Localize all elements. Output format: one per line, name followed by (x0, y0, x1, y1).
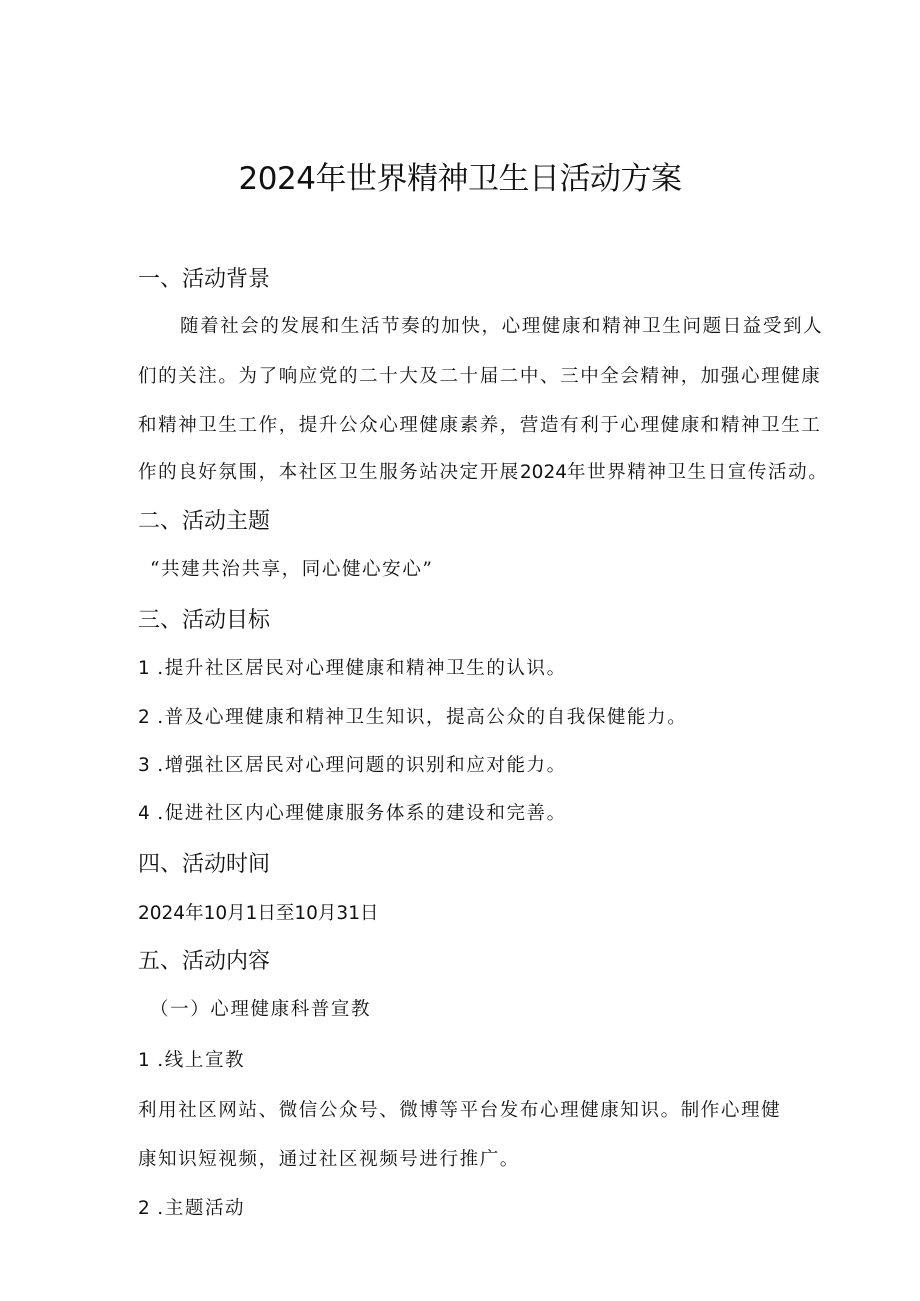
goal-number: 2 (138, 707, 150, 728)
background-line-2: 们的关注。为了响应党的二十大及二十届二中、三中全会精神，加强心理健康 (138, 366, 822, 387)
content-subheading: （一）心理健康科普宣教 (150, 999, 372, 1020)
background-line-1: 随着社会的发展和生活节奏的加快，心理健康和精神卫生问题日益受到人 (180, 316, 824, 337)
section-heading-goals: 三、活动目标 (138, 608, 271, 633)
content-item-1-line-1: 利用社区网站、微信公众号、微博等平台发布心理健康知识。制作心理健 (138, 1100, 782, 1121)
background-line-4-end: 年世界精神卫生日宣传活动。 (567, 462, 829, 483)
theme-text: “共建共治共享，同心健心安心” (150, 559, 434, 580)
document-title: 2024年世界精神卫生日活动方案 (238, 161, 682, 197)
background-line-4 (138, 458, 828, 488)
content-item-1-line-2: 康知识短视频，通过社区视频号进行推广。 (138, 1149, 520, 1170)
background-year: 2024 (519, 462, 567, 483)
goal-number: 4 (138, 803, 150, 824)
section-heading-theme: 二、活动主题 (138, 509, 271, 534)
goal-number: 3 (138, 755, 150, 776)
content-item-text: .主题活动 (157, 1198, 246, 1219)
content-item-number: 1 (138, 1050, 150, 1071)
goal-text: .提升社区居民对心理健康和精神卫生的认识。 (157, 658, 567, 679)
goal-item-1 (138, 654, 567, 684)
time-text: 2024年10月1日至10月31日 (138, 903, 379, 924)
goal-item-4 (138, 799, 567, 829)
section-heading-time: 四、活动时间 (138, 852, 271, 877)
background-line-4-text: 作的良好氛围，本社区卫生服务站决定开展 (138, 462, 520, 483)
goal-text: .促进社区内心理健康服务体系的建设和完善。 (157, 803, 567, 824)
goal-item-3 (138, 751, 567, 781)
content-item-1 (138, 1046, 245, 1076)
section-heading-content: 五、活动内容 (138, 949, 271, 974)
section-heading-background: 一、活动背景 (138, 267, 271, 292)
goal-text: .普及心理健康和精神卫生知识，提高公众的自我保健能力。 (157, 707, 688, 728)
goal-number: 1 (138, 658, 150, 679)
content-item-text: .线上宣教 (157, 1050, 246, 1071)
background-line-3: 和精神卫生工作，提升公众心理健康素养，营造有利于心理健康和精神卫生工 (138, 415, 822, 436)
goal-item-2 (138, 703, 687, 733)
goal-text: .增强社区居民对心理问题的识别和应对能力。 (157, 755, 567, 776)
content-item-number: 2 (138, 1198, 150, 1219)
content-item-2 (138, 1194, 245, 1224)
